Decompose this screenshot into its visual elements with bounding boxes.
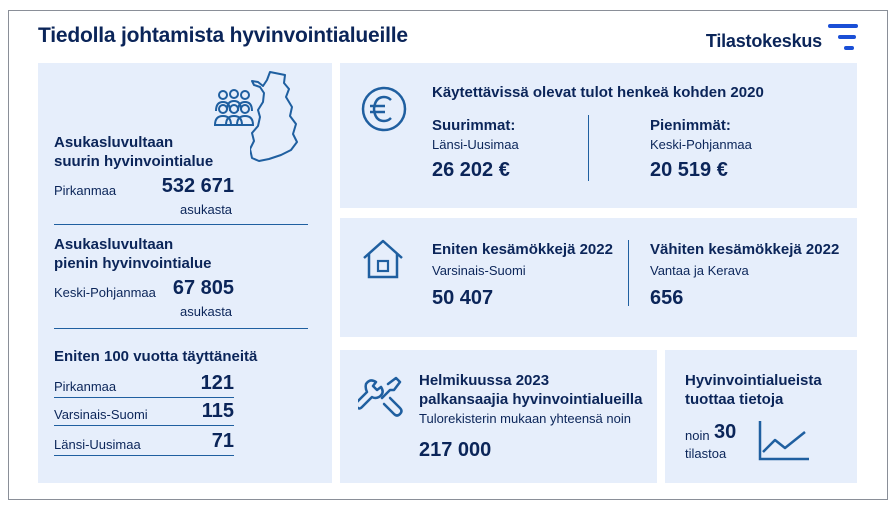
cottages-most-heading: Eniten kesämökkejä 2022 bbox=[432, 241, 613, 258]
centenarians-heading: Eniten 100 vuotta täyttäneitä bbox=[54, 348, 258, 365]
income-high-region: Länsi-Uusimaa bbox=[432, 137, 519, 152]
centenarians-row-value: 71 bbox=[211, 430, 234, 452]
divider bbox=[54, 397, 234, 398]
income-low-region: Keski-Pohjanmaa bbox=[650, 137, 752, 152]
tools-icon bbox=[358, 374, 406, 422]
employees-panel bbox=[340, 350, 657, 483]
population-panel bbox=[38, 63, 332, 483]
income-panel bbox=[340, 63, 857, 208]
income-high-value: 26 202 € bbox=[432, 159, 510, 181]
smallest-heading-line1: Asukasluvultaan bbox=[54, 236, 174, 253]
employees-note: Tulorekisterin mukaan yhteensä noin bbox=[419, 411, 631, 426]
largest-value: 532 671 bbox=[161, 175, 234, 197]
cottages-panel bbox=[340, 218, 857, 337]
centenarians-row-region: Pirkanmaa bbox=[54, 379, 117, 394]
smallest-region: Keski-Pohjanmaa bbox=[54, 285, 156, 300]
divider bbox=[54, 224, 308, 225]
employees-heading-line2: palkansaajia hyvinvointialueilla bbox=[419, 391, 643, 408]
smallest-unit: asukasta bbox=[180, 304, 233, 319]
stats-panel bbox=[665, 350, 857, 483]
cottages-least-region: Vantaa ja Kerava bbox=[650, 263, 749, 278]
largest-heading bbox=[54, 133, 213, 171]
largest-heading-line2: suurin hyvinvointialue bbox=[54, 153, 214, 170]
centenarians-row-region: Varsinais-Suomi bbox=[54, 407, 148, 422]
house-icon bbox=[360, 236, 406, 282]
centenarians-row-value: 115 bbox=[201, 400, 234, 422]
cottages-most-region: Varsinais-Suomi bbox=[432, 263, 526, 278]
stats-heading-line1: Hyvinvointialueista bbox=[685, 372, 822, 389]
centenarians-row-value: 121 bbox=[200, 372, 234, 394]
stats-prefix: noin bbox=[685, 428, 710, 443]
euro-icon bbox=[360, 85, 408, 133]
centenarians-row-region: Länsi-Uusimaa bbox=[54, 437, 141, 452]
stats-value: 30 bbox=[714, 421, 737, 443]
brand-logo bbox=[706, 22, 858, 52]
page-title: Tiedolla johtamista hyvinvointialueille bbox=[38, 24, 408, 47]
income-heading: Käytettävissä olevat tulot henkeä kohden 2020 bbox=[432, 84, 764, 101]
divider bbox=[54, 455, 234, 456]
stats-heading bbox=[685, 371, 822, 409]
largest-unit: asukasta bbox=[180, 202, 233, 217]
stats-heading-line2: tuottaa tietoja bbox=[685, 391, 784, 408]
stats-suffix: tilastoa bbox=[685, 446, 727, 461]
employees-heading-line1: Helmikuussa 2023 bbox=[419, 372, 550, 389]
smallest-heading bbox=[54, 235, 212, 273]
employees-value: 217 000 bbox=[419, 439, 492, 461]
income-low-value: 20 519 € bbox=[650, 159, 728, 181]
divider bbox=[54, 425, 234, 426]
cottages-least-value: 656 bbox=[650, 287, 684, 309]
income-high-label: Suurimmat: bbox=[432, 117, 516, 134]
divider bbox=[54, 328, 308, 329]
cottages-most-value: 50 407 bbox=[432, 287, 494, 309]
divider bbox=[588, 115, 589, 181]
smallest-heading-line2: pienin hyvinvointialue bbox=[54, 255, 212, 272]
smallest-value: 67 805 bbox=[172, 277, 234, 299]
cottages-least-heading: Vähiten kesämökkejä 2022 bbox=[650, 241, 840, 258]
finland-map-icon bbox=[250, 71, 302, 163]
largest-heading-line1: Asukasluvultaan bbox=[54, 134, 174, 151]
income-low-label: Pienimmät: bbox=[650, 117, 731, 134]
divider bbox=[628, 240, 629, 306]
line-chart-icon bbox=[757, 420, 811, 462]
employees-heading bbox=[419, 371, 642, 409]
largest-region: Pirkanmaa bbox=[54, 183, 117, 198]
brand-mark-icon bbox=[828, 22, 858, 52]
brand-name: Tilastokeskus bbox=[705, 30, 822, 51]
